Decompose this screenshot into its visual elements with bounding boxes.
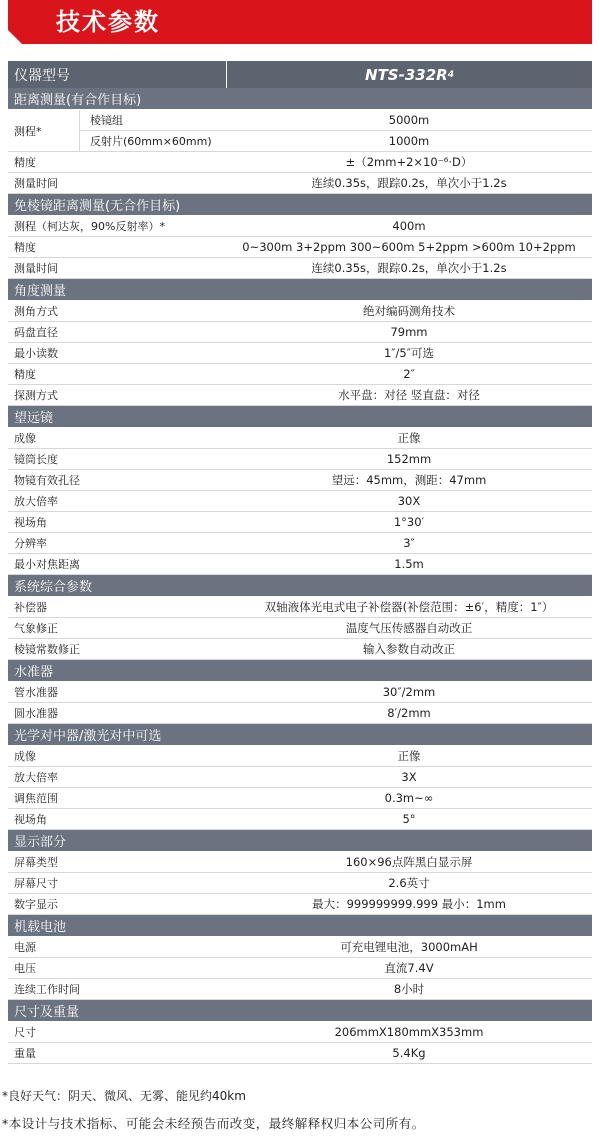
spec-value: 3X [401,770,417,784]
section-header [8,406,592,428]
spec-value: 8小时 [393,982,425,996]
spec-value: 5.4Kg [392,1046,426,1060]
spec-row [8,385,592,406]
spec-value: 正像 [397,749,421,763]
spec-row [8,216,592,237]
model-superscript: 4 [447,69,454,80]
spec-value: 水平盘：对径 竖直盘：对径 [338,388,480,402]
spec-label: 成像 [14,750,36,763]
spec-label: 连续工作时间 [14,983,80,996]
spec-row [8,152,592,173]
spec-label: 视场角 [14,516,47,529]
section-title: 显示部分 [14,835,67,850]
section-title: 距离测量(有合作目标) [14,93,142,108]
spec-row [8,237,592,258]
spec-value: 3″ [403,536,415,550]
spec-label: 棱镜常数修正 [14,643,80,656]
section-title: 机载电池 [14,920,67,935]
spec-row [8,1022,592,1043]
range-prism-label: 棱镜组 [90,113,123,127]
spec-label: 电压 [14,962,36,975]
header-banner [0,0,600,48]
spec-label: 放大倍率 [14,495,58,508]
range-sheet-value: 1000m [388,133,430,148]
model-name: NTS-332R [365,65,448,84]
spec-label: 补偿器 [14,601,47,614]
range-label: 测程* [8,110,80,151]
model-row [8,61,592,88]
spec-row [8,894,592,915]
spec-label: 尺寸 [14,1026,36,1039]
spec-label: 圆水准器 [14,707,58,720]
section-header [8,724,592,746]
spec-label: 精度 [14,368,36,381]
spec-value: 最大：999999999.999 最小：1mm [312,897,506,911]
weather-note: *良好天气：阴天、微风、无雾、能见约40km [2,1089,246,1103]
spec-row [8,428,592,449]
spec-row [8,533,592,554]
spec-label: 分辨率 [14,537,47,550]
spec-row [8,512,592,533]
spec-row [8,746,592,767]
section-header [8,1000,592,1022]
spec-label: 测程（柯达灰，90%反射率）* [14,220,165,233]
spec-row [8,618,592,639]
spec-label: 气象修正 [14,622,58,635]
section-title: 水准器 [14,665,54,680]
spec-value: 160×96点阵黑白显示屏 [345,855,473,869]
range-prism-row [80,110,592,131]
spec-row [8,1043,592,1064]
spec-value: 望远：45mm，测距：47mm [331,473,487,487]
section-title: 角度测量 [14,284,67,299]
section-title: 光学对中器/激光对中可选 [14,729,162,744]
spec-label: 调焦范围 [14,792,58,805]
range-sheet-row [80,131,592,151]
spec-value: 0.3m~∞ [384,791,434,805]
spec-value: 206mmX180mmX353mm [334,1025,484,1039]
spec-value: 400m [392,219,426,233]
spec-value: 1°30′ [393,515,425,529]
spec-label: 测量时间 [14,177,58,190]
section-title: 免棱镜距离测量(无合作目标) [14,199,181,214]
section-title: 尺寸及重量 [14,1005,80,1020]
spec-label: 成像 [14,432,36,445]
spec-value: 5° [402,812,416,826]
spec-value: 温度气压传感器自动改正 [345,621,473,635]
spec-value: 8′/2mm [387,706,431,720]
spec-row [8,597,592,618]
section-title: 系统综合参数 [14,580,93,595]
spec-row [8,937,592,958]
spec-row [8,682,592,703]
spec-label: 测角方式 [14,305,58,318]
range-subrows [80,110,592,151]
spec-label: 屏幕尺寸 [14,877,58,890]
page-title: 技术参数 [56,8,160,36]
spec-value: 1″/5″可选 [383,346,435,360]
spec-row [8,554,592,575]
spec-label: 数字显示 [14,898,58,911]
section-header [8,88,592,110]
section-header [8,915,592,937]
spec-label: 放大倍率 [14,771,58,784]
spec-table [8,61,592,1064]
disclaimer-note: *本设计与技术指标、可能会未经预告而改变，最终解释权归本公司所有。 [2,1116,425,1131]
spec-value: 连续0.35s，跟踪0.2s，单次小于1.2s [311,261,507,275]
spec-label: 精度 [14,241,36,254]
section-title: 望远镜 [14,411,54,426]
spec-value: 2.6英寸 [388,876,430,890]
spec-row [8,343,592,364]
spec-row [8,301,592,322]
spec-value: 0~300m 3+2ppm 300~600m 5+2ppm >600m 10+2ppm [242,240,576,254]
spec-label: 测量时间 [14,262,58,275]
model-label: 仪器型号 [14,67,70,84]
spec-value: 2″ [403,367,415,381]
spec-label: 物镜有效孔径 [14,474,80,487]
section-header [8,660,592,682]
spec-row [8,449,592,470]
section-header [8,279,592,301]
spec-value: 30X [397,494,421,508]
spec-row [8,470,592,491]
spec-row [8,852,592,873]
spec-value: 直流7.4V [384,961,434,975]
spec-row [8,491,592,512]
spec-label: 码盘直径 [14,326,58,339]
spec-label: 重量 [14,1047,36,1060]
spec-row [8,767,592,788]
section-header [8,575,592,597]
spec-label: 最小对焦距离 [14,558,80,571]
spec-value: 输入参数自动改正 [363,642,455,656]
spec-value: 绝对编码测角技术 [363,304,455,318]
spec-row [8,703,592,724]
spec-label: 镜筒长度 [14,453,58,466]
spec-row [8,173,592,194]
section-header [8,830,592,852]
spec-label: 最小读数 [14,347,58,360]
spec-label: 视场角 [14,813,47,826]
spec-label: 管水准器 [14,686,58,699]
spec-value: 1.5m [394,557,424,571]
spec-row [8,958,592,979]
spec-label: 探测方式 [14,389,58,402]
spec-value: 正像 [397,431,421,445]
spec-row [8,788,592,809]
range-sheet-label: 反射片(60mm×60mm) [90,134,212,148]
spec-row [8,639,592,660]
spec-row [8,873,592,894]
spec-row [8,809,592,830]
spec-value: 79mm [390,325,428,339]
spec-label: 电源 [14,941,36,954]
spec-label: 精度 [14,156,36,169]
range-prism-value: 5000m [388,112,430,127]
section-header [8,194,592,216]
spec-row [8,364,592,385]
spec-label: 屏幕类型 [14,856,58,869]
spec-value: 连续0.35s，跟踪0.2s，单次小于1.2s [311,176,507,190]
range-group [8,110,592,152]
spec-row [8,322,592,343]
spec-value: 可充电锂电池，3000mAH [340,940,478,954]
spec-value: 双轴液体光电式电子补偿器(补偿范围：±6′，精度：1″） [264,600,554,614]
spec-row [8,979,592,1000]
model-value [227,61,592,88]
spec-value: 152mm [386,452,432,466]
spec-value: 30″/2mm [382,685,436,699]
spec-value: ±（2mm+2×10⁻⁶·D） [345,155,473,169]
spec-row [8,258,592,279]
